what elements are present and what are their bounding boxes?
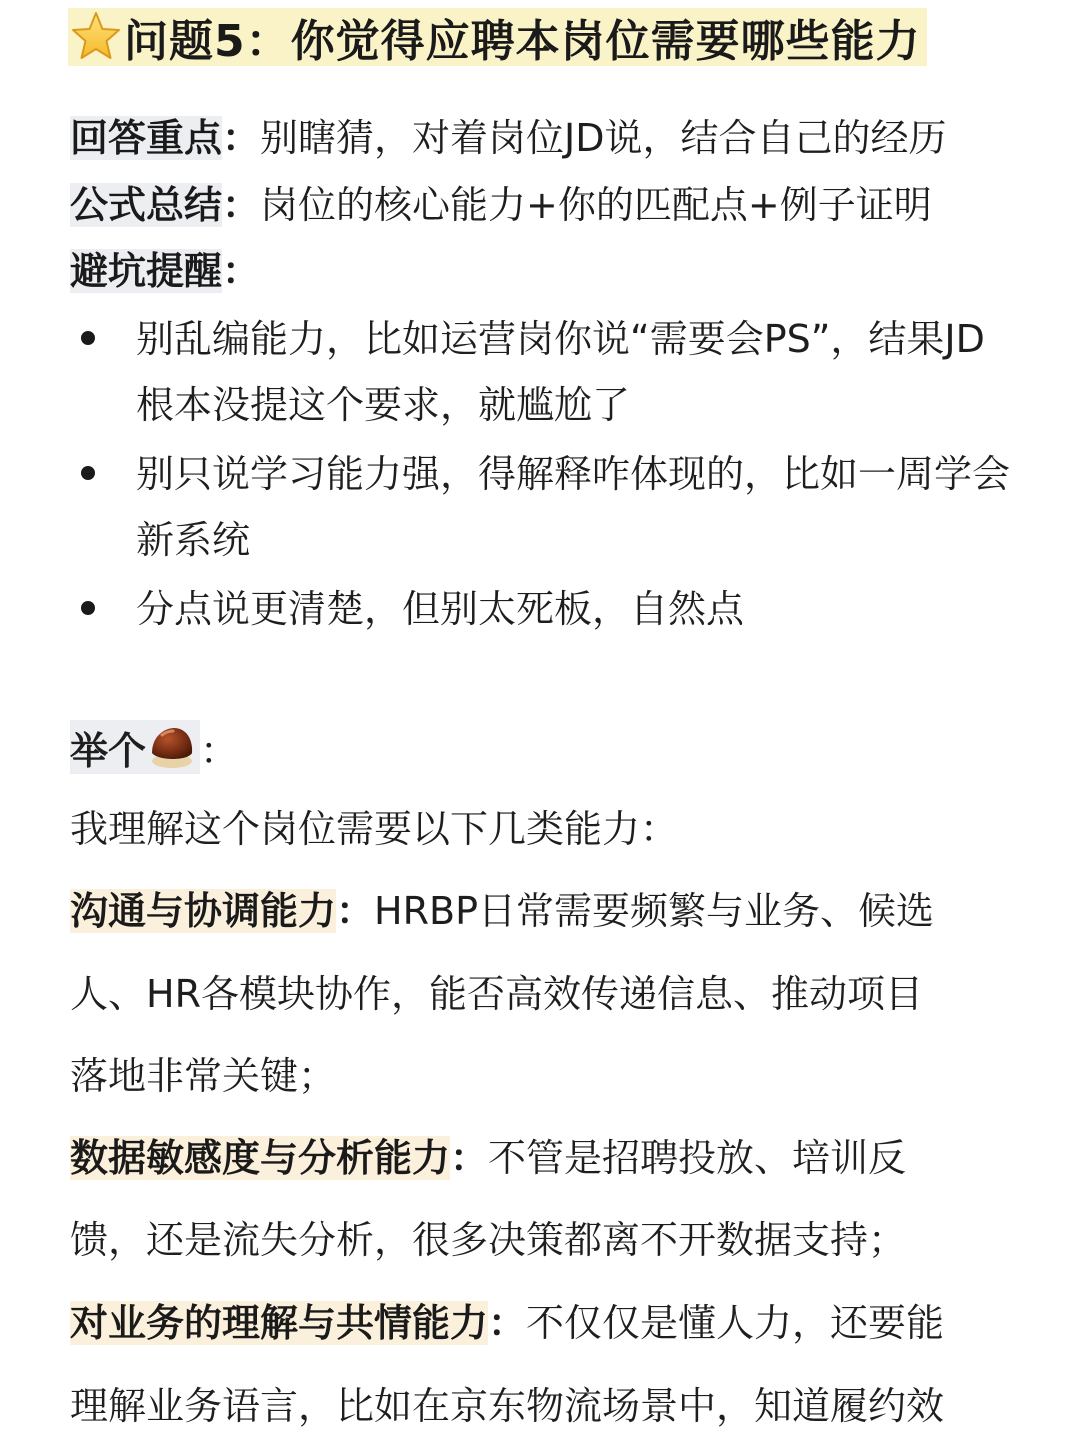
summary-colon: ： — [222, 249, 261, 293]
chestnut-icon — [148, 723, 196, 771]
example-heading — [70, 720, 238, 774]
ability-keyword: 对业务的理解与共情能力 — [70, 1301, 489, 1345]
ability-text-line: 不仅仅是懂人力，还要能 — [526, 1301, 945, 1345]
ability-data-analysis — [70, 1132, 906, 1184]
summary-label: 回答重点 — [70, 116, 223, 160]
list-item-text: 别乱编能力，比如运营岗你说“需要会PS”，结果JD根本没提这个要求，就尴尬了 — [136, 317, 985, 427]
ability-text-line: 不管是招聘投放、培训反 — [488, 1136, 907, 1180]
example-colon: ： — [200, 728, 239, 773]
ability-keyword: 数据敏感度与分析能力 — [70, 1136, 451, 1180]
page-title: 问题5：你觉得应聘本岗位需要哪些能力 — [124, 16, 921, 67]
list-item-text: 分点说更清楚，但别太死板，自然点 — [136, 587, 745, 631]
summary-colon: ： — [222, 116, 261, 160]
title-block — [68, 8, 927, 66]
ability-colon: ： — [450, 1136, 489, 1180]
summary-label: 避坑提醒 — [70, 249, 223, 293]
summary-text: 别瞎猜，对着岗位JD说，结合自己的经历 — [260, 116, 947, 160]
summary-pitfalls — [70, 246, 260, 296]
ability-text-line: 理解业务语言，比如在京东物流场景中，知道履约效 — [70, 1384, 945, 1428]
bullet-dot-icon — [81, 466, 95, 480]
ability-communication — [70, 885, 934, 937]
list-item-text: 别只说学习能力强，得解释咋体现的，比如一周学会新系统 — [136, 452, 1011, 562]
example-label-highlight — [70, 720, 200, 774]
ability-text-line: 落地非常关键； — [70, 1054, 337, 1098]
ability-text-line: 人、HR各模块协作，能否高效传递信息、推动项目 — [70, 972, 923, 1016]
ability-colon: ： — [336, 889, 375, 933]
example-label: 举个 — [70, 728, 147, 773]
bullet-dot-icon — [81, 601, 95, 615]
summary-label: 公式总结 — [70, 183, 223, 227]
summary-formula — [70, 180, 932, 230]
summary-answer-focus — [70, 113, 947, 163]
bullet-dot-icon — [81, 331, 95, 345]
ability-keyword: 沟通与协调能力 — [70, 889, 337, 933]
summary-text: 岗位的核心能力+你的匹配点+例子证明 — [260, 183, 932, 227]
intro-text: 我理解这个岗位需要以下几类能力： — [70, 807, 679, 851]
ability-text-line: HRBP日常需要频繁与业务、候选 — [374, 889, 934, 933]
star-icon — [68, 9, 124, 65]
ability-business-understanding — [70, 1297, 944, 1349]
ability-text-line: 馈，还是流失分析，很多决策都离不开数据支持； — [70, 1218, 907, 1262]
ability-colon: ： — [488, 1301, 527, 1345]
summary-colon: ： — [222, 183, 261, 227]
